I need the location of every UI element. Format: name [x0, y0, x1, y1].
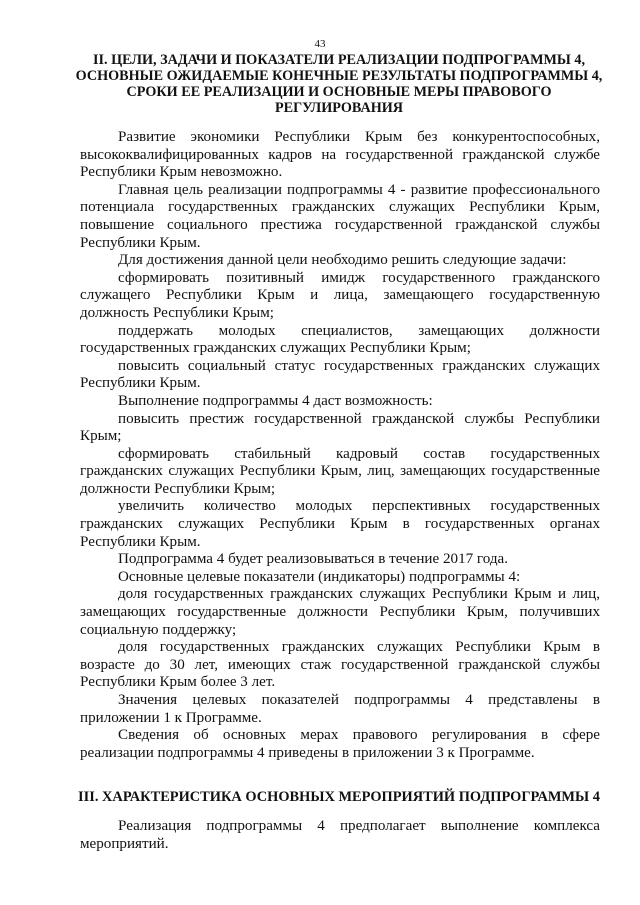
page-number: 43: [314, 38, 326, 50]
paragraph: Реализация подпрограммы 4 предполагает выполнение комплекса мероприятий.: [80, 818, 600, 852]
paragraph: Для достижения данной цели необходимо решить следующие задачи:: [118, 252, 567, 269]
indicator-item: доля государственных гражданских служащих Республики Крым и лиц, замещающих государственные должности Республики Крым, получивших социальную поддержку;: [80, 586, 600, 638]
outcome-item: увеличить количество молодых перспективных государственных гражданских служащих Республики Крым в государственных органах Республики Крым.: [80, 498, 600, 550]
paragraph: Основные целевые показатели (индикаторы) подпрограммы 4:: [118, 568, 521, 585]
indicator-item: доля государственных гражданских служащих Республики Крым в возрасте до 30 лет, имеющих стаж государственной гражданской службы Республики Крым более 3 лет.: [80, 639, 600, 691]
paragraph: Сведения об основных мерах правового регулирования в сфере реализации подпрограммы 4 приведены в приложении 3 к Программе.: [80, 727, 600, 761]
task-item: сформировать позитивный имидж государственного гражданского служащего Республики Крым и лица, замещающего государственную должность Республики Крым;: [80, 269, 600, 321]
paragraph: Подпрограмма 4 будет реализовываться в течение 2017 года.: [118, 551, 509, 568]
task-item: повысить социальный статус государственных гражданских служащих Республики Крым.: [80, 357, 600, 392]
paragraph: Значения целевых показателей подпрограммы 4 представлены в приложении 1 к Программе.: [80, 692, 600, 726]
paragraph: Выполнение подпрограммы 4 даст возможность:: [118, 392, 433, 409]
section-3-title: III. ХАРАКТЕРИСТИКА ОСНОВНЫХ МЕРОПРИЯТИЙ ПОДПРОГРАММЫ 4: [78, 789, 600, 805]
section-2-body: [80, 129, 600, 762]
paragraph: Главная цель реализации подпрограммы 4 - развитие профессионального потенциала государственных гражданских служащих Республики Крым, повышение социального престижа государственной гражданской службы Республики Крым.: [80, 181, 600, 251]
outcome-item: повысить престиж государственной гражданской службы Республики Крым;: [80, 410, 600, 445]
section-2-title: II. ЦЕЛИ, ЗАДАЧИ И ПОКАЗАТЕЛИ РЕАЛИЗАЦИИ ПОДПРОГРАММЫ 4, ОСНОВНЫЕ ОЖИДАЕМЫЕ КОНЕЧНЫЕ РЕЗУЛЬТАТЫ ПОДПРОГРАММЫ 4, СРОКИ ЕЕ РЕАЛИЗАЦИИ И ОСНОВНЫЕ МЕРЫ ПРАВОВОГО РЕГУЛИРОВАНИЯ: [75, 52, 603, 116]
paragraph: Развитие экономики Республики Крым без конкурентоспособных, высококвалифицированных кадров на государственной гражданской службе Республики Крым невозможно.: [80, 129, 600, 181]
task-item: поддержать молодых специалистов, замещающих должности государственных гражданских служащих Республики Крым;: [80, 322, 600, 357]
section-3-body: [80, 818, 600, 853]
outcome-item: сформировать стабильный кадровый состав государственных гражданских служащих Республики Крым, лиц, замещающих государственные должности Республики Крым;: [80, 445, 600, 497]
